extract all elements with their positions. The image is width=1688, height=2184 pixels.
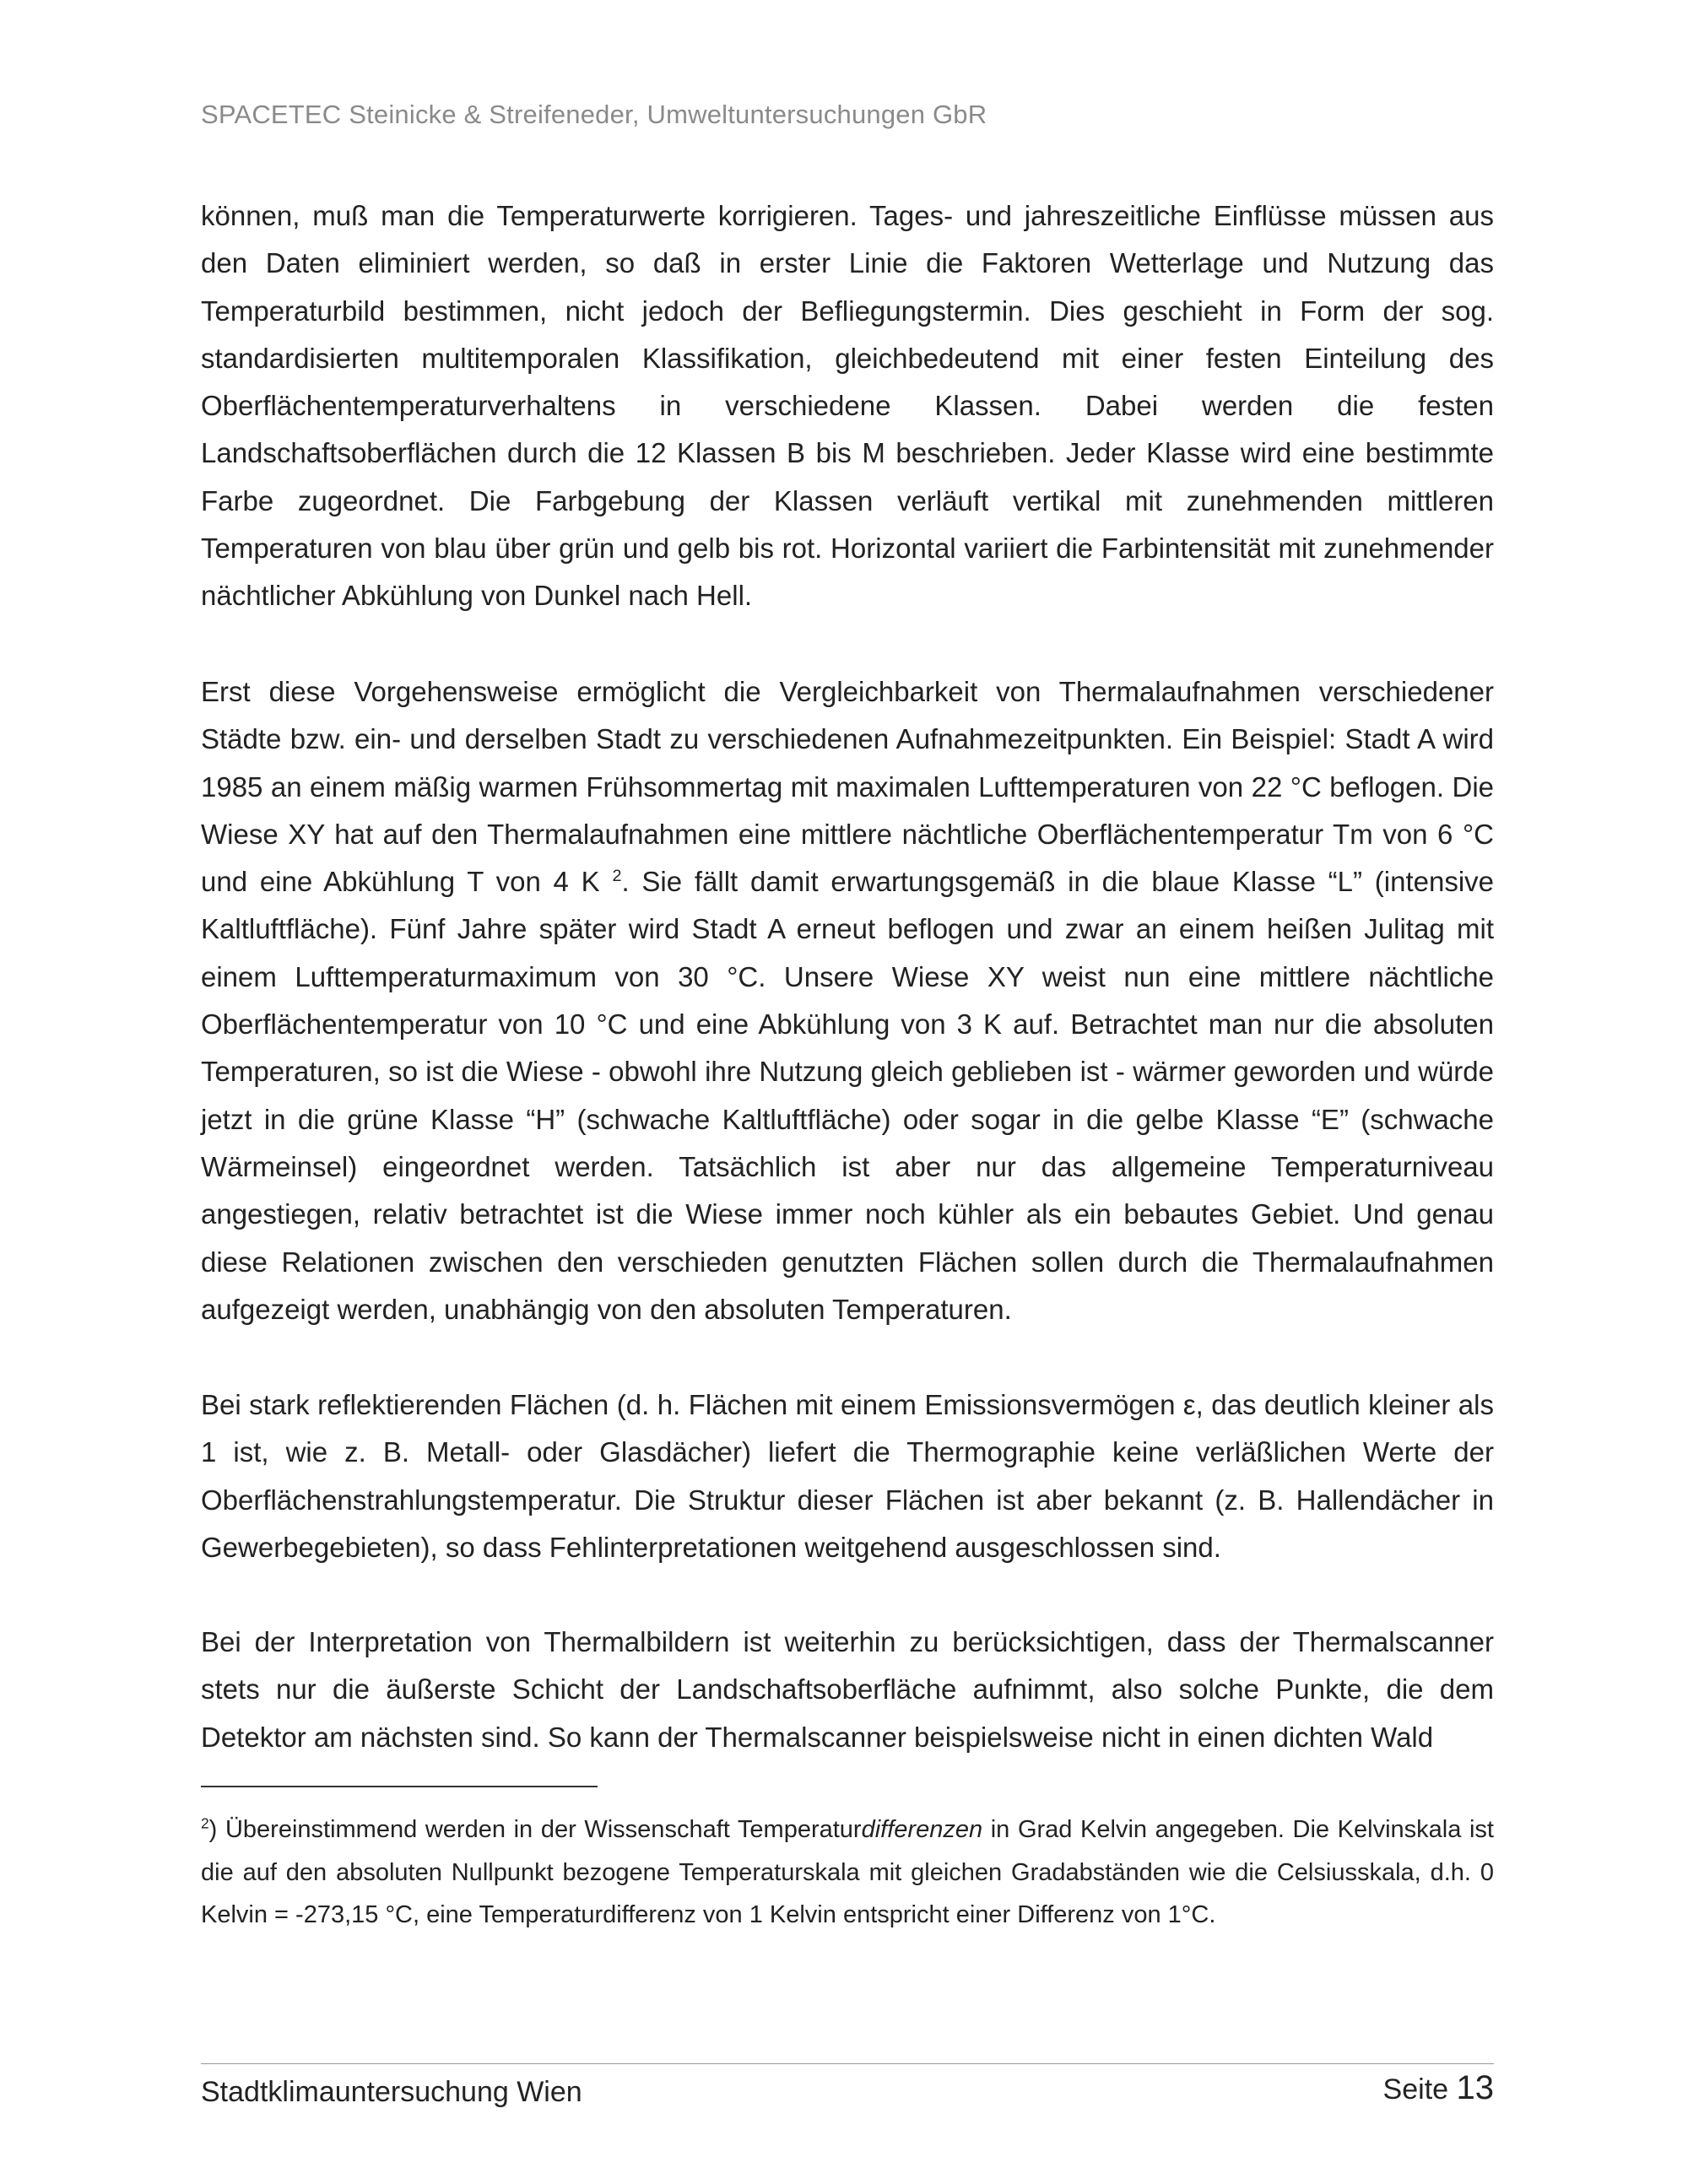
paragraph-reflective-surfaces: Bei stark reflektierenden Flächen (d. h. Flächen mit einem Emissionsvermögen ε, das deutlich kleiner als 1 ist, wie z. B. Metall- oder Glasdächer) liefert die Thermographie keine verläßlichen Werte der Oberflächenstrahlungstemperatur. Die Struktur dieser Flächen ist aber bekannt (z. B. Hallendächer in Gewerbegebieten), so dass Fehlinterpretationen weitgehend ausgeschlossen sind.: [201, 1389, 1494, 1563]
paragraph-example: [201, 668, 1494, 1333]
paragraph-example-part2: . Sie fällt damit erwartungsgemäß in die blaue Klasse “L” (intensive Kaltluftfläche). Fünf Jahre später wird Stadt A erneut beflogen und zwar an einem heißen Julitag mit einem Lufttemperaturmaximum von 30 °C. Unsere Wiese XY weist nun eine mittlere nächtliche Oberflächentemperatur von 10 °C und eine Abkühlung von 3 K auf. Betrachtet man nur die absoluten Temperaturen, so ist die Wiese - obwohl ihre Nutzung gleich geblieben ist - wärmer geworden und würde jetzt in die grüne Klasse “H” (schwache Kaltluftfläche) oder sogar in die gelbe Klasse “E” (schwache Wärmeinsel) eingeordnet werden. Tatsächlich ist aber nur das allgemeine Temperaturniveau angestiegen, relativ betrachtet ist die Wiese immer noch kühler als ein bebautes Gebiet. Und genau diese Relationen zwischen den verschieden genutzten Flächen sollen durch die Thermalaufnahmen aufgezeigt werden, unabhängig von den absoluten Temperaturen.: [201, 866, 1495, 1325]
page-label: Seite: [1382, 2073, 1449, 2106]
footnote-text: in Grad Kelvin angegeben. Die Kelvinskala ist die auf den absoluten Nullpunkt bezogene Temperaturskala mit gleichen Gradabständen wie die Celsiusskala, d.h. 0 Kelvin = -273,15 °C, eine Temperaturdifferenz von 1 Kelvin entspricht einer Differenz von 1°C.: [201, 1816, 1494, 1928]
footnote-lead: ) Übereinstimmend werden in der Wissenschaft Temperatur: [208, 1816, 862, 1843]
footer-document-title: Stadtklimauntersuchung Wien: [201, 2076, 582, 2108]
page-number: 13: [1456, 2069, 1494, 2106]
footnote: [201, 1808, 1494, 1937]
running-header: SPACETEC Steinicke & Streifeneder, Umweltuntersuchungen GbR: [201, 100, 987, 129]
footnote-separator: [201, 1786, 598, 1787]
footnote-marker: 2: [201, 1814, 209, 1832]
paragraph-classification: können, muß man die Temperaturwerte korrigieren. Tages- und jahreszeitliche Einflüsse müssen aus den Daten eliminiert werden, so daß in erster Linie die Faktoren Wetterlage und Nutzung das Temperaturbild bestimmen, nicht jedoch der Befliegungstermin. Dies geschieht in Form der sog. standardisierten multitemporalen Klassifikation, gleichbedeutend mit einer festen Einteilung des Oberflächentemperaturverhaltens in verschiedene Klassen. Dabei werden die festen Landschaftsoberflächen durch die 12 Klassen B bis M beschrieben. Jeder Klasse wird eine bestimmte Farbe zugeordnet. Die Farbgebung der Klassen verläuft vertikal mit zunehmenden mittleren Temperaturen von blau über grün und gelb bis rot. Horizontal variiert die Farbintensität mit zunehmender nächtlicher Abkühlung von Dunkel nach Hell.: [201, 200, 1494, 612]
footer-separator: [201, 2063, 1494, 2064]
paragraph-interpretation: Bei der Interpretation von Thermalbildern ist weiterhin zu berücksichtigen, dass der Thermalscanner stets nur die äußerste Schicht der Landschaftsoberfläche aufnimmt, also solche Punkte, die dem Detektor am nächsten sind. So kann der Thermalscanner beispielsweise nicht in einen dichten Wald: [201, 1626, 1494, 1753]
page-number-block: [1383, 2069, 1494, 2107]
footnote-reference: 2: [612, 867, 622, 886]
footnote-emphasis: differenzen: [861, 1816, 983, 1843]
paragraph-example-part1: Erst diese Vorgehensweise ermöglicht die Vergleichbarkeit von Thermalaufnahmen verschiedener Städte bzw. ein- und derselben Stadt zu verschiedenen Aufnahmezeitpunkten. Ein Beispiel: Stadt A wird 1985 an einem mäßig warmen Frühsommertag mit maximalen Lufttemperaturen von 22 °C beflogen. Die Wiese XY hat auf den Thermalaufnahmen eine mittlere nächtliche Oberflächentemperatur Tm von 6 °C und eine Abkühlung T von 4 K: [201, 676, 1494, 898]
